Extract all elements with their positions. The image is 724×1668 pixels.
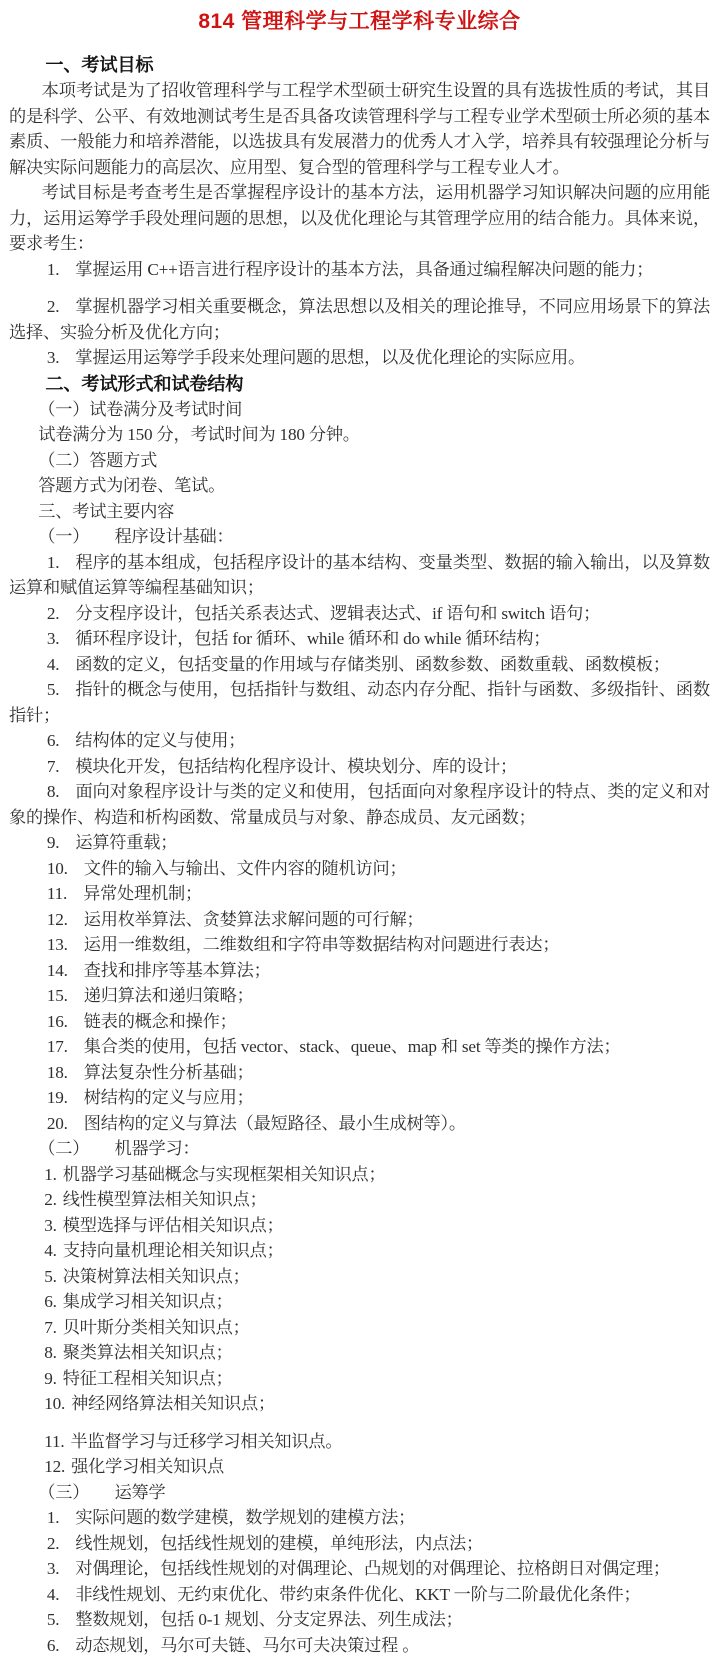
list-item-text: 树结构的定义与应用； — [83, 1088, 254, 1107]
list-item-number: 11. — [46, 884, 68, 903]
score-and-time-text: 试卷满分为 150 分，考试时间为 180 分钟。 — [38, 425, 360, 444]
list-item-number: 11. — [44, 1431, 65, 1451]
list-item-number: 5. — [44, 1266, 57, 1286]
list-item-text: 链表的概念和操作； — [83, 1011, 237, 1031]
list-item-text: 支持向量机理论相关知识点； — [62, 1241, 284, 1260]
list-item — [9, 1162, 710, 1188]
list-item-text: 贝叶斯分类相关知识点； — [62, 1317, 250, 1337]
list-item-number: 3. — [44, 1215, 57, 1235]
list-item-number: 1. — [46, 552, 60, 572]
subheading-programming-basics: （一） 程序设计基础： — [38, 527, 234, 546]
list-item — [9, 881, 710, 907]
list-item-text: 非线性规划、无约束优化、带约束条件优化、KKT 一阶与二阶最优化条件； — [75, 1584, 641, 1604]
list-item-number: 3. — [46, 1559, 60, 1578]
list-item-text: 分支程序设计，包括关系表达式、逻辑表达式、if 语句和 switch 语句； — [75, 603, 601, 623]
list-item-number: 2. — [46, 1533, 60, 1553]
list-item-number: 20. — [46, 1113, 68, 1133]
list-item — [9, 626, 710, 652]
list-item-text: 递归算法和递归策略； — [83, 986, 254, 1005]
list-item-number: 2. — [46, 603, 60, 623]
list-item-number: 1. — [46, 259, 60, 279]
list-item-text: 整数规划，包括 0-1 规划、分支定界法、列生成法； — [75, 1610, 463, 1629]
heading-exam-content: 三、考试主要内容 — [38, 501, 175, 521]
list-item-number: 7. — [44, 1317, 57, 1337]
list-item-text: 文件的输入与输出、文件内容的随机访问； — [83, 858, 407, 878]
list-item-text: 模型选择与评估相关知识点； — [62, 1215, 284, 1235]
list-item — [9, 1607, 710, 1633]
list-item — [9, 1060, 710, 1086]
list-item-text: 对偶理论，包括线性规划的对偶理论、凸规划的对偶理论、拉格朗日对偶定理； — [75, 1559, 670, 1578]
list-item — [9, 1085, 710, 1111]
list-item — [9, 345, 710, 371]
list-item-text: 决策树算法相关知识点； — [62, 1266, 250, 1286]
list-item — [9, 1633, 710, 1659]
list-item-text: 集成学习相关知识点； — [62, 1292, 233, 1311]
answer-mode-text: 答题方式为闭卷、笔试。 — [38, 476, 226, 495]
machine-learning-list — [9, 1162, 710, 1480]
list-item-text: 算法复杂性分析基础； — [83, 1062, 254, 1082]
list-item — [9, 830, 710, 856]
list-item-number: 9. — [44, 1368, 57, 1388]
list-item — [9, 652, 710, 678]
list-item-number: 15. — [46, 986, 68, 1005]
list-item-number: 4. — [44, 1241, 57, 1260]
list-item-number: 5. — [46, 1610, 60, 1629]
list-item — [9, 1289, 710, 1315]
list-item — [9, 294, 710, 345]
list-item-text: 异常处理机制； — [83, 884, 202, 903]
list-item — [9, 1264, 710, 1290]
list-item-number: 6. — [46, 1635, 60, 1655]
list-item — [9, 1505, 710, 1531]
operations-research-list — [9, 1505, 710, 1658]
list-item-text: 结构体的定义与使用； — [75, 731, 246, 750]
heading-exam-objectives: 一、考试目标 — [45, 55, 154, 75]
list-item-text: 指针的概念与使用，包括指针与数组、动态内存分配、指针与函数、多级指针、函数指针； — [9, 680, 710, 725]
list-item-text: 运算符重载； — [75, 833, 178, 852]
list-item-text: 强化学习相关知识点 — [71, 1457, 225, 1476]
list-item-number: 17. — [46, 1037, 68, 1056]
list-item-number: 6. — [44, 1292, 57, 1311]
list-item-number: 10. — [46, 858, 68, 878]
list-item-text: 循环程序设计，包括 for 循环、while 循环和 do while 循环结构； — [75, 629, 551, 648]
list-item-number: 1. — [44, 1164, 57, 1184]
list-item-number: 13. — [46, 935, 68, 954]
list-item-text: 掌握运用运筹学手段来处理问题的思想，以及优化理论的实际应用。 — [75, 348, 585, 367]
list-item — [9, 1429, 710, 1455]
list-item — [9, 677, 710, 728]
list-item-number: 10. — [44, 1394, 66, 1413]
list-item-number: 9. — [46, 833, 60, 852]
list-item — [9, 1213, 710, 1239]
heading-exam-format: 二、考试形式和试卷结构 — [45, 373, 244, 394]
list-item — [9, 983, 710, 1009]
list-item-number: 8. — [46, 782, 60, 801]
list-item-text: 运用一维数组，二维数组和字符串等数据结构对问题进行表达； — [83, 935, 560, 954]
list-item-text: 集合类的使用，包括 vector、stack、queue、map 和 set 等类的操作方法； — [83, 1037, 621, 1056]
list-item-number: 18. — [46, 1062, 68, 1082]
list-item — [9, 754, 710, 780]
list-item-text: 特征工程相关知识点； — [62, 1368, 233, 1388]
list-item — [9, 1034, 710, 1060]
list-item — [9, 1238, 710, 1264]
list-item-text: 神经网络算法相关知识点； — [71, 1394, 275, 1413]
document-title: 814 管理科学与工程学科专业综合 — [198, 10, 521, 33]
list-item — [9, 1315, 710, 1341]
list-item-number: 16. — [46, 1011, 68, 1031]
list-item-number: 4. — [46, 654, 60, 674]
list-item — [9, 1111, 710, 1137]
list-item-number: 14. — [46, 960, 68, 980]
list-item-number: 6. — [46, 731, 60, 750]
list-item — [9, 932, 710, 958]
list-item — [9, 728, 710, 754]
list-item-text: 聚类算法相关知识点； — [62, 1343, 233, 1362]
list-item-text: 动态规划，马尔可夫链、马尔可夫决策过程 。 — [75, 1635, 420, 1655]
list-item — [9, 1531, 710, 1557]
list-item-number: 4. — [46, 1584, 60, 1604]
exam-requirements-list — [9, 257, 710, 371]
list-item — [9, 907, 710, 933]
list-item-text: 半监督学习与迁移学习相关知识点。 — [70, 1431, 343, 1451]
list-item — [9, 1187, 710, 1213]
list-item-number: 3. — [46, 348, 60, 367]
list-item-number: 12. — [44, 1457, 66, 1476]
list-item — [9, 779, 710, 830]
list-item — [9, 856, 710, 882]
list-item-text: 线性规划，包括线性规划的建模，单纯形法，内点法； — [75, 1533, 484, 1553]
subheading-score-and-time: （一）试卷满分及考试时间 — [38, 399, 243, 419]
list-item-number: 3. — [46, 629, 60, 648]
list-item-text: 程序的基本组成，包括程序设计的基本结构、变量类型、数据的输入输出，以及算数运算和赋值运算等编程基础知识； — [9, 552, 710, 597]
document-page — [9, 8, 710, 1658]
list-item-text: 实际问题的数学建模，数学规划的建模方法； — [75, 1508, 416, 1527]
list-item — [9, 601, 710, 627]
programming-basics-list — [9, 550, 710, 1137]
list-item — [9, 1366, 710, 1392]
list-item — [9, 257, 710, 283]
list-item-text: 查找和排序等基本算法； — [83, 960, 271, 980]
subheading-machine-learning: （二） 机器学习： — [38, 1139, 200, 1158]
subheading-operations-research: （三） 运筹学 — [38, 1482, 166, 1502]
list-item-number: 12. — [46, 909, 68, 929]
list-item-text: 图结构的定义与算法（最短路径、最小生成树等）。 — [83, 1113, 466, 1133]
exam-goal-paragraph: 考试目标是考查考生是否掌握程序设计的基本方法，运用机器学习知识解决问题的应用能力，运用运筹学手段处理问题的思想，以及优化理论与其管理学应用的结合能力。具体来说，要求考生： — [9, 183, 710, 253]
list-item — [9, 550, 710, 601]
list-item-text: 面向对象程序设计与类的定义和使用，包括面向对象程序设计的特点、类的定义和对象的操作、构造和析构函数、常量成员与对象、静态成员、友元函数； — [9, 782, 710, 827]
list-item — [9, 1556, 710, 1582]
list-item-text: 掌握运用 C++语言进行程序设计的基本方法，具备通过编程解决问题的能力； — [75, 259, 654, 279]
list-item-number: 19. — [46, 1088, 68, 1107]
list-item-text: 掌握机器学习相关重要概念，算法思想以及相关的理论推导，不同应用场景下的算法选择、实验分析及优化方向； — [9, 297, 710, 342]
list-item — [9, 1454, 710, 1480]
list-item-text: 运用枚举算法、贪婪算法求解问题的可行解； — [83, 909, 424, 929]
list-item-number: 2. — [46, 297, 60, 316]
list-item-number: 8. — [44, 1343, 57, 1362]
list-item-number: 2. — [44, 1190, 57, 1209]
list-item — [9, 1009, 710, 1035]
list-item-number: 7. — [46, 756, 60, 776]
subheading-answer-mode: （二）答题方式 — [38, 450, 158, 470]
list-item-number: 5. — [46, 680, 60, 699]
exam-purpose-paragraph: 本项考试是为了招收管理科学与工程学术型硕士研究生设置的具有选拔性质的考试，其目的是科学、公平、有效地测试考生是否具备攻读管理科学与工程专业学术型硕士所必须的基本素质、一般能力和培养潜能，以选拔具有发展潜力的优秀人才入学，培养具有较强理论分析与解决实际问题能力的高层次、应用型、复合型的管理科学与工程专业人才。 — [9, 81, 710, 177]
list-item-text: 线性模型算法相关知识点； — [62, 1190, 267, 1209]
list-item — [9, 1582, 710, 1608]
list-item-text: 函数的定义，包括变量的作用域与存储类别、函数参数、函数重载、函数模板； — [75, 654, 670, 674]
list-item — [9, 958, 710, 984]
list-item-text: 机器学习基础概念与实现框架相关知识点； — [62, 1164, 386, 1184]
list-item — [9, 1340, 710, 1366]
list-item — [9, 1391, 710, 1417]
list-item-number: 1. — [46, 1508, 60, 1527]
list-item-text: 模块化开发，包括结构化程序设计、模块划分、库的设计； — [75, 756, 518, 776]
